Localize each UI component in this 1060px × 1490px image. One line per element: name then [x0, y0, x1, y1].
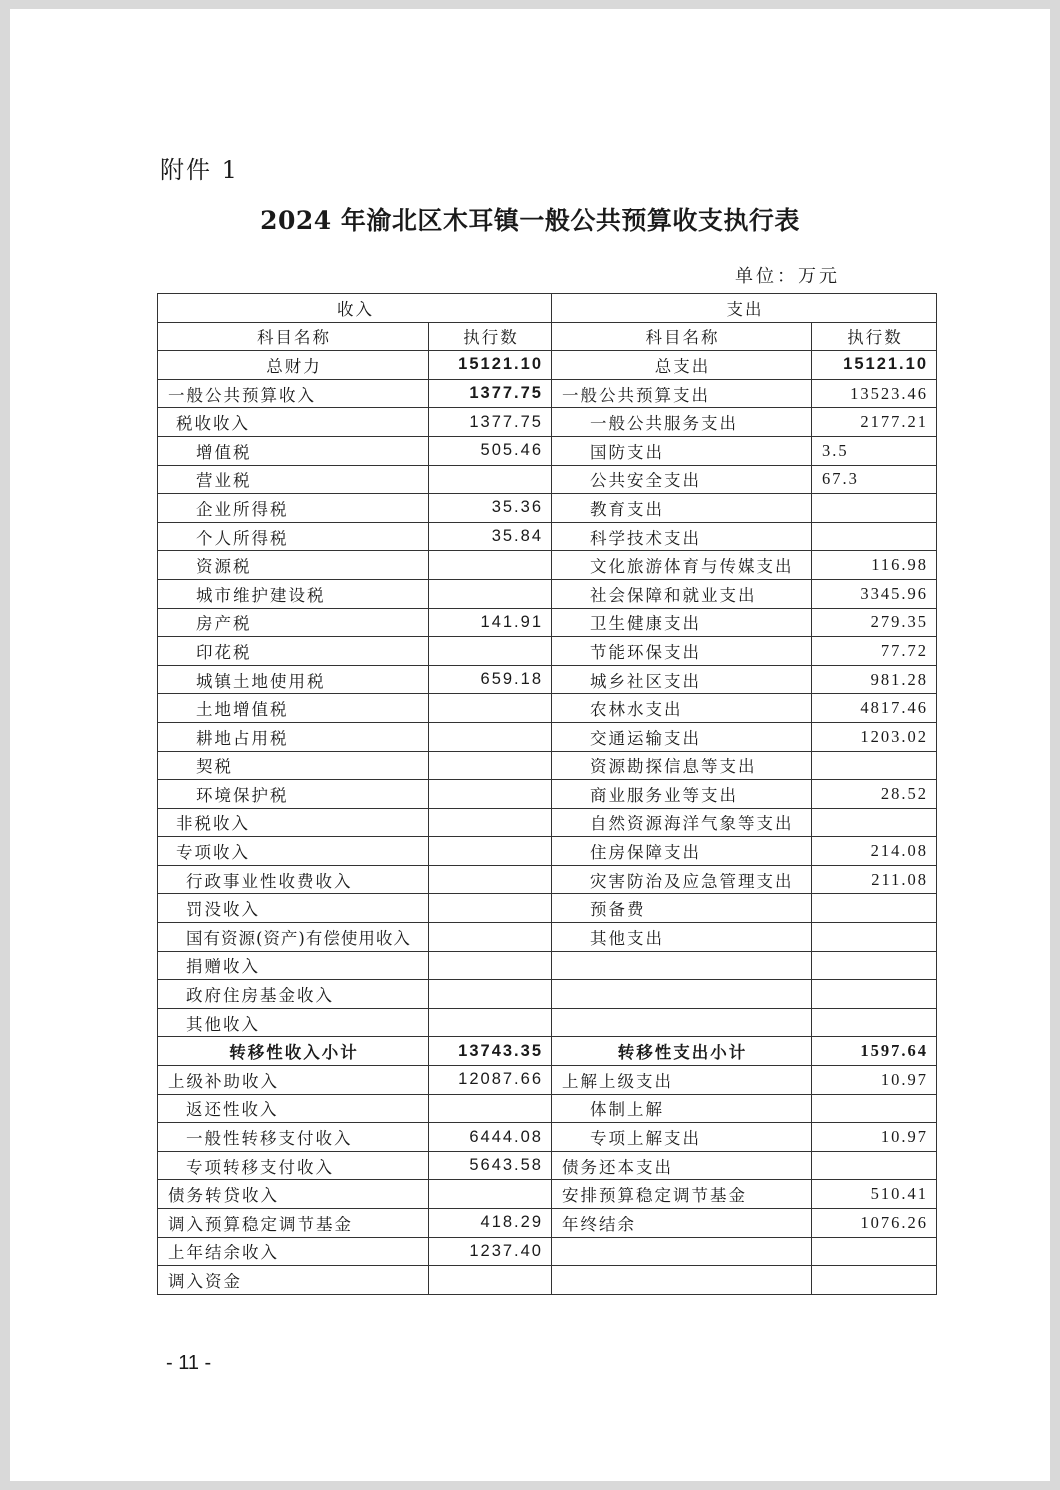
expense-value — [812, 494, 937, 523]
table-row — [158, 637, 937, 666]
income-item: 调入预算稳定调节基金 — [158, 1209, 429, 1238]
expense-header: 支出 — [552, 294, 937, 323]
expense-item: 体制上解 — [552, 1094, 812, 1123]
table-row — [158, 694, 937, 723]
expense-item: 债务还本支出 — [552, 1151, 812, 1180]
income-value — [429, 637, 552, 666]
income-value — [429, 465, 552, 494]
expense-item: 科学技术支出 — [552, 522, 812, 551]
income-value: 505.46 — [429, 436, 552, 465]
income-value — [429, 980, 552, 1009]
budget-table — [157, 293, 937, 1295]
income-item: 总财力 — [158, 351, 429, 380]
table-row — [158, 837, 937, 866]
income-value: 35.84 — [429, 522, 552, 551]
expense-value — [812, 894, 937, 923]
table-row — [158, 1066, 937, 1095]
expense-value: 2177.21 — [812, 408, 937, 437]
income-item: 转移性收入小计 — [158, 1037, 429, 1066]
income-value — [429, 579, 552, 608]
page-number: - 11 - — [166, 1352, 212, 1374]
expense-item: 公共安全支出 — [552, 465, 812, 494]
expense-item: 一般公共服务支出 — [552, 408, 812, 437]
expense-item: 文化旅游体育与传媒支出 — [552, 551, 812, 580]
expense-value — [812, 522, 937, 551]
table-row — [158, 1151, 937, 1180]
expense-value: 1076.26 — [812, 1209, 937, 1238]
income-value: 13743.35 — [429, 1037, 552, 1066]
income-item: 税收收入 — [158, 408, 429, 437]
expense-item: 节能环保支出 — [552, 637, 812, 666]
income-value — [429, 1008, 552, 1037]
income-header: 收入 — [158, 294, 552, 323]
expense-item: 社会保障和就业支出 — [552, 579, 812, 608]
table-row — [158, 923, 937, 952]
expense-item: 卫生健康支出 — [552, 608, 812, 637]
income-item: 契税 — [158, 751, 429, 780]
income-value: 141.91 — [429, 608, 552, 637]
income-item: 个人所得税 — [158, 522, 429, 551]
table-row — [158, 1180, 937, 1209]
expense-item: 灾害防治及应急管理支出 — [552, 865, 812, 894]
expense-amount-header: 执行数 — [812, 322, 937, 351]
income-item: 政府住房基金收入 — [158, 980, 429, 1009]
table-row — [158, 551, 937, 580]
income-value — [429, 865, 552, 894]
expense-item — [552, 1266, 812, 1295]
table-row — [158, 1008, 937, 1037]
expense-value: 3.5 — [812, 436, 937, 465]
attachment-label: 附件 1 — [160, 156, 239, 184]
expense-value: 10.97 — [812, 1066, 937, 1095]
expense-item — [552, 951, 812, 980]
expense-item: 年终结余 — [552, 1209, 812, 1238]
expense-item — [552, 980, 812, 1009]
income-item: 环境保护税 — [158, 780, 429, 809]
table-row — [158, 1209, 937, 1238]
expense-item: 农林水支出 — [552, 694, 812, 723]
income-item: 罚没收入 — [158, 894, 429, 923]
expense-value — [812, 1266, 937, 1295]
expense-value: 1597.64 — [812, 1037, 937, 1066]
expense-value: 510.41 — [812, 1180, 937, 1209]
income-value — [429, 780, 552, 809]
expense-value: 279.35 — [812, 608, 937, 637]
income-item: 城市维护建设税 — [158, 579, 429, 608]
expense-value: 77.72 — [812, 637, 937, 666]
income-item: 其他收入 — [158, 1008, 429, 1037]
income-value: 1377.75 — [429, 379, 552, 408]
expense-item: 专项上解支出 — [552, 1123, 812, 1152]
income-item: 城镇土地使用税 — [158, 665, 429, 694]
income-value — [429, 808, 552, 837]
expense-value: 1203.02 — [812, 722, 937, 751]
income-item: 非税收入 — [158, 808, 429, 837]
table-row — [158, 494, 937, 523]
expense-value: 211.08 — [812, 865, 937, 894]
income-value — [429, 894, 552, 923]
table-row — [158, 780, 937, 809]
table-row — [158, 751, 937, 780]
document-title: 2024 年渝北区木耳镇一般公共预算收支执行表 — [260, 206, 800, 235]
income-item: 国有资源(资产)有偿使用收入 — [158, 923, 429, 952]
expense-value: 214.08 — [812, 837, 937, 866]
table-row — [158, 722, 937, 751]
income-item: 增值税 — [158, 436, 429, 465]
expense-value: 3345.96 — [812, 579, 937, 608]
income-value — [429, 722, 552, 751]
income-item: 上年结余收入 — [158, 1237, 429, 1266]
income-item: 一般公共预算收入 — [158, 379, 429, 408]
expense-item — [552, 1237, 812, 1266]
table-row — [158, 1237, 937, 1266]
table-row — [158, 665, 937, 694]
table-row — [158, 1123, 937, 1152]
expense-item: 上解上级支出 — [552, 1066, 812, 1095]
income-item: 专项转移支付收入 — [158, 1151, 429, 1180]
expense-item: 预备费 — [552, 894, 812, 923]
table-row — [158, 808, 937, 837]
income-value: 1377.75 — [429, 408, 552, 437]
expense-value — [812, 1151, 937, 1180]
income-value: 1237.40 — [429, 1237, 552, 1266]
expense-value: 10.97 — [812, 1123, 937, 1152]
table-row — [158, 865, 937, 894]
expense-item — [552, 1008, 812, 1037]
expense-value: 13523.46 — [812, 379, 937, 408]
expense-item: 转移性支出小计 — [552, 1037, 812, 1066]
table-header-row — [158, 294, 937, 323]
expense-value: 28.52 — [812, 780, 937, 809]
table-row — [158, 980, 937, 1009]
income-value — [429, 837, 552, 866]
income-item: 债务转贷收入 — [158, 1180, 429, 1209]
unit-label: 单位：万元 — [735, 266, 840, 287]
expense-item: 总支出 — [552, 351, 812, 380]
expense-value: 4817.46 — [812, 694, 937, 723]
income-item: 调入资金 — [158, 1266, 429, 1295]
income-item: 专项收入 — [158, 837, 429, 866]
table-subheader-row — [158, 322, 937, 351]
income-value — [429, 694, 552, 723]
income-value: 418.29 — [429, 1209, 552, 1238]
income-item: 土地增值税 — [158, 694, 429, 723]
income-value — [429, 1094, 552, 1123]
income-value — [429, 923, 552, 952]
income-item: 返还性收入 — [158, 1094, 429, 1123]
expense-value — [812, 1008, 937, 1037]
income-value: 6444.08 — [429, 1123, 552, 1152]
income-item: 资源税 — [158, 551, 429, 580]
income-value: 5643.58 — [429, 1151, 552, 1180]
table-row — [158, 436, 937, 465]
expense-item: 国防支出 — [552, 436, 812, 465]
expense-item: 教育支出 — [552, 494, 812, 523]
table-row — [158, 351, 937, 380]
income-item: 上级补助收入 — [158, 1066, 429, 1095]
income-value — [429, 751, 552, 780]
income-item: 行政事业性收费收入 — [158, 865, 429, 894]
expense-value — [812, 1237, 937, 1266]
expense-value: 981.28 — [812, 665, 937, 694]
table-row — [158, 1037, 937, 1066]
expense-item-name-header: 科目名称 — [552, 322, 812, 351]
income-value: 35.36 — [429, 494, 552, 523]
expense-item: 住房保障支出 — [552, 837, 812, 866]
expense-value — [812, 951, 937, 980]
income-value: 12087.66 — [429, 1066, 552, 1095]
income-value: 659.18 — [429, 665, 552, 694]
expense-item: 交通运输支出 — [552, 722, 812, 751]
income-item: 营业税 — [158, 465, 429, 494]
income-item: 一般性转移支付收入 — [158, 1123, 429, 1152]
expense-value — [812, 980, 937, 1009]
expense-item: 安排预算稳定调节基金 — [552, 1180, 812, 1209]
table-row — [158, 579, 937, 608]
expense-value — [812, 923, 937, 952]
table-row — [158, 951, 937, 980]
income-value — [429, 551, 552, 580]
income-value — [429, 1180, 552, 1209]
expense-item: 资源勘探信息等支出 — [552, 751, 812, 780]
expense-item: 商业服务业等支出 — [552, 780, 812, 809]
income-value — [429, 951, 552, 980]
income-item: 房产税 — [158, 608, 429, 637]
table-row — [158, 894, 937, 923]
table-row — [158, 522, 937, 551]
table-row — [158, 465, 937, 494]
expense-value: 116.98 — [812, 551, 937, 580]
table-row — [158, 1094, 937, 1123]
expense-item: 城乡社区支出 — [552, 665, 812, 694]
income-value: 15121.10 — [429, 351, 552, 380]
income-item: 印花税 — [158, 637, 429, 666]
expense-value: 67.3 — [812, 465, 937, 494]
income-item-name-header: 科目名称 — [158, 322, 429, 351]
income-amount-header: 执行数 — [429, 322, 552, 351]
expense-value: 15121.10 — [812, 351, 937, 380]
expense-value — [812, 1094, 937, 1123]
income-item: 捐赠收入 — [158, 951, 429, 980]
table-row — [158, 408, 937, 437]
table-row — [158, 608, 937, 637]
income-item: 耕地占用税 — [158, 722, 429, 751]
income-item: 企业所得税 — [158, 494, 429, 523]
table-row — [158, 1266, 937, 1295]
table-row — [158, 379, 937, 408]
expense-value — [812, 751, 937, 780]
expense-item: 其他支出 — [552, 923, 812, 952]
expense-value — [812, 808, 937, 837]
income-value — [429, 1266, 552, 1295]
expense-item: 自然资源海洋气象等支出 — [552, 808, 812, 837]
expense-item: 一般公共预算支出 — [552, 379, 812, 408]
